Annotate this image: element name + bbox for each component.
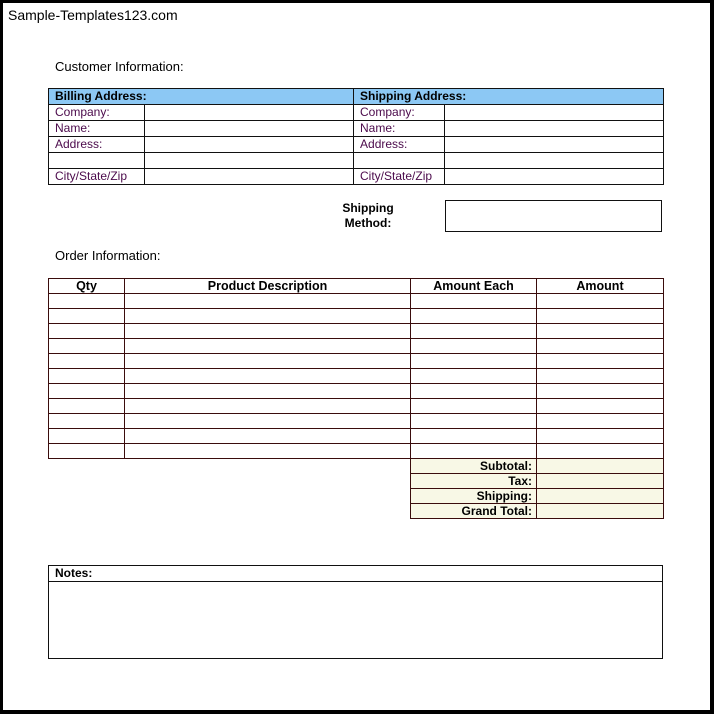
shipping-label-company: Company: [354,105,445,121]
amount-each-cell[interactable] [411,324,537,339]
table-row [49,354,664,369]
summary-spacer [49,504,411,519]
amount-cell[interactable] [537,414,664,429]
description-cell[interactable] [125,324,411,339]
billing-label-blank [49,153,145,169]
billing-label-name: Name: [49,121,145,137]
table-row [49,399,664,414]
qty-cell[interactable] [49,354,125,369]
summary-label: Shipping: [411,489,537,504]
customer-info-label: Customer Information: [55,59,184,74]
summary-label: Tax: [411,474,537,489]
shipping-method-field[interactable] [445,200,662,232]
qty-cell[interactable] [49,399,125,414]
shipping-label-blank [354,153,445,169]
description-cell[interactable] [125,294,411,309]
billing-name-field[interactable] [145,121,354,137]
description-cell[interactable] [125,444,411,459]
address-table [48,88,664,185]
shipping-header: Shipping Address: [354,89,664,105]
amount-cell[interactable] [537,444,664,459]
qty-cell[interactable] [49,339,125,354]
table-row [49,339,664,354]
amount-each-cell[interactable] [411,399,537,414]
qty-cell[interactable] [49,384,125,399]
table-row [49,369,664,384]
summary-spacer [49,489,411,504]
amount-each-cell[interactable] [411,429,537,444]
shipping-company-field[interactable] [445,105,664,121]
notes-box [48,565,663,659]
order-table [48,278,664,519]
description-cell[interactable] [125,414,411,429]
description-cell[interactable] [125,354,411,369]
shipping-label-city: City/State/Zip [354,169,445,185]
amount-cell[interactable] [537,354,664,369]
summary-value-field[interactable] [537,459,664,474]
description-cell[interactable] [125,429,411,444]
amount-each-cell[interactable] [411,444,537,459]
shipping-name-field[interactable] [445,121,664,137]
summary-label: Grand Total: [411,504,537,519]
summary-spacer [49,459,411,474]
amount-cell[interactable] [537,429,664,444]
shipping-method-line2: Method: [344,216,392,230]
invoice-page [3,3,710,710]
description-cell[interactable] [125,369,411,384]
billing-city-field[interactable] [145,169,354,185]
billing-header: Billing Address: [49,89,354,105]
summary-row [49,459,664,474]
qty-cell[interactable] [49,324,125,339]
billing-label-address: Address: [49,137,145,153]
description-cell[interactable] [125,399,411,414]
notes-field[interactable] [49,582,662,658]
qty-cell[interactable] [49,294,125,309]
col-amount-header: Amount [537,279,664,294]
summary-row [49,489,664,504]
billing-address2-field[interactable] [145,153,354,169]
billing-address-field[interactable] [145,137,354,153]
shipping-method-line1: Shipping [342,201,394,215]
amount-each-cell[interactable] [411,414,537,429]
amount-cell[interactable] [537,294,664,309]
summary-value-field[interactable] [537,504,664,519]
qty-cell[interactable] [49,429,125,444]
amount-each-cell[interactable] [411,354,537,369]
amount-cell[interactable] [537,369,664,384]
amount-each-cell[interactable] [411,384,537,399]
col-amount-each-header: Amount Each [411,279,537,294]
amount-cell[interactable] [537,399,664,414]
amount-each-cell[interactable] [411,339,537,354]
shipping-city-field[interactable] [445,169,664,185]
summary-label: Subtotal: [411,459,537,474]
summary-row [49,504,664,519]
amount-each-cell[interactable] [411,294,537,309]
watermark: Sample-Templates123.com [8,7,178,23]
amount-each-cell[interactable] [411,309,537,324]
order-info-label: Order Information: [55,248,161,263]
col-description-header: Product Description [125,279,411,294]
billing-label-city: City/State/Zip [49,169,145,185]
shipping-label-name: Name: [354,121,445,137]
table-row [49,294,664,309]
shipping-address2-field[interactable] [445,153,664,169]
amount-cell[interactable] [537,324,664,339]
amount-cell[interactable] [537,384,664,399]
billing-company-field[interactable] [145,105,354,121]
col-qty-header: Qty [49,279,125,294]
table-row [49,429,664,444]
billing-label-company: Company: [49,105,145,121]
notes-label: Notes: [49,566,662,582]
description-cell[interactable] [125,339,411,354]
qty-cell[interactable] [49,309,125,324]
summary-value-field[interactable] [537,489,664,504]
table-row [49,444,664,459]
qty-cell[interactable] [49,369,125,384]
summary-row [49,474,664,489]
summary-value-field[interactable] [537,474,664,489]
shipping-label-address: Address: [354,137,445,153]
shipping-address-field[interactable] [445,137,664,153]
amount-each-cell[interactable] [411,369,537,384]
shipping-method-label [323,201,413,231]
amount-cell[interactable] [537,339,664,354]
table-row [49,384,664,399]
summary-spacer [49,474,411,489]
amount-cell[interactable] [537,309,664,324]
table-row [49,414,664,429]
table-row [49,309,664,324]
qty-cell[interactable] [49,414,125,429]
description-cell[interactable] [125,384,411,399]
description-cell[interactable] [125,309,411,324]
table-row [49,324,664,339]
qty-cell[interactable] [49,444,125,459]
